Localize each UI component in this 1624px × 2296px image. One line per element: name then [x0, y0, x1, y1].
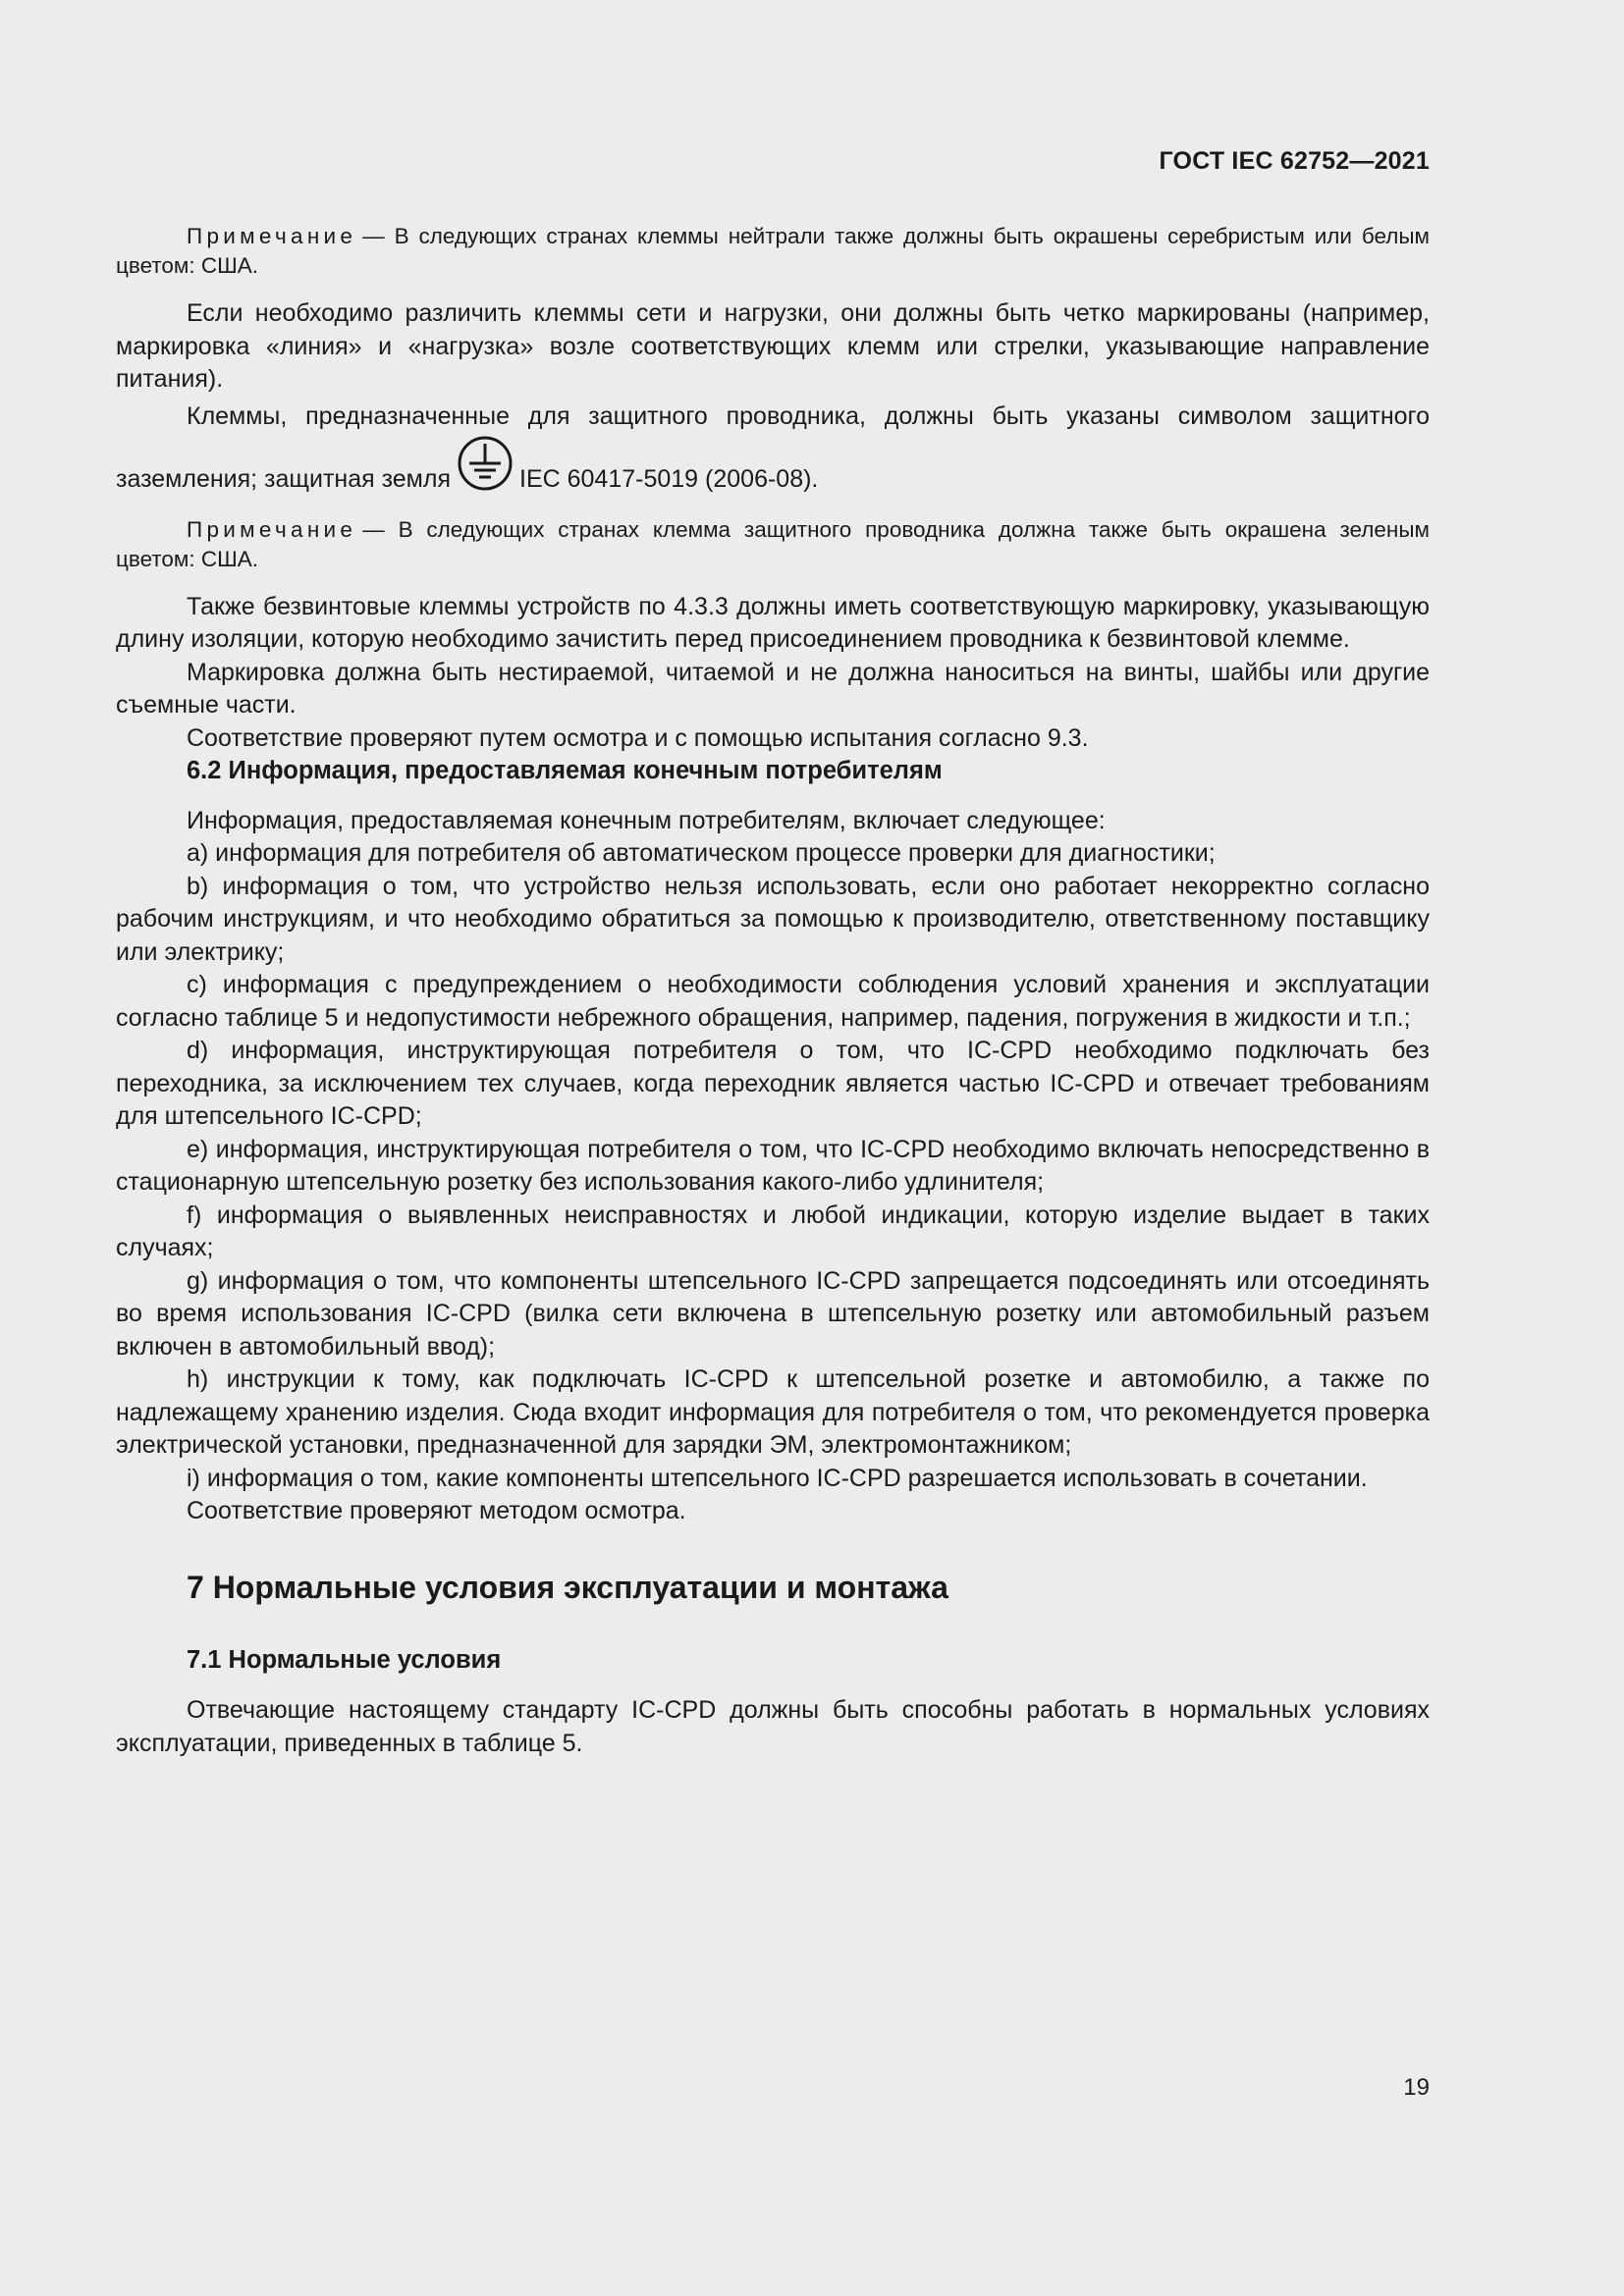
note-text: — В следующих странах клемма защитного проводника должна также быть окрашена зеленым цветом: США. — [116, 516, 1430, 571]
list-item: c) информация с предупреждением о необходимости соблюдения условий хранения и эксплуатации согласно таблице 5 и недопустимости небрежного обращения, например, падения, погружения в жидкости и т.п.; — [116, 971, 1430, 1032]
note-label: Примечание — [187, 516, 357, 542]
list-item: f) информация о выявленных неисправностях и любой индикации, которую изделие выдает в таких случаях; — [116, 1201, 1430, 1261]
list-item: g) информация о том, что компоненты штепсельного IC-CPD запрещается подсоединять или отсоединять во время использования IC-CPD (вилка сети включена в штепсельную розетку или автомобильный разъем включен в автомобильный ввод); — [116, 1266, 1430, 1361]
list-item: e) информация, инструктирующая потребителя о том, что IC-CPD необходимо включать непосредственно в стационарную штепсельную розетку без использования какого-либо удлинителя; — [116, 1135, 1430, 1196]
section-6-2-body — [116, 805, 1430, 1528]
section-6-2-closing: Соответствие проверяют методом осмотра. — [187, 1497, 686, 1524]
paragraph-protective-conductor — [116, 397, 1430, 499]
section-6-2-heading: 6.2 Информация, предоставляемая конечным потребителям — [187, 757, 943, 784]
paragraph-line-load-marking: Если необходимо различить клеммы сети и нагрузки, они должны быть четко маркированы (например, маркировка «линия» и «нагрузка» возле соответствующих клемм или стрелки, указывающие направление питания). — [116, 299, 1430, 393]
note-label: Примечание — [187, 224, 357, 248]
note-protective-terminal-color — [116, 515, 1430, 574]
paragraph-marking-durability: Маркировка должна быть нестираемой, читаемой и не должна наноситься на винты, шайбы или другие съемные части. — [116, 658, 1430, 719]
section-6-2-intro: Информация, предоставляемая конечным потребителям, включает следующее: — [187, 806, 1106, 834]
section-7-heading: 7 Нормальные условия эксплуатации и монтажа — [187, 1569, 948, 1605]
section-7-1-text: Отвечающие настоящему стандарту IC-CPD должны быть способны работать в нормальных условиях эксплуатации, приведенных в таблице 5. — [116, 1696, 1430, 1757]
paragraph-text-after-symbol: IEC 60417-5019 (2006-08). — [519, 464, 819, 493]
note-neutral-terminals — [116, 222, 1430, 281]
list-item: i) информация о том, какие компоненты штепсельного IC-CPD разрешается использовать в сочетании. — [187, 1464, 1368, 1492]
page-number: 19 — [1403, 2074, 1430, 2101]
section-7-1-heading: 7.1 Нормальные условия — [187, 1645, 502, 1674]
paragraph-screwless-terminals: Также безвинтовые клеммы устройств по 4.3.3 должны иметь соответствующую маркировку, указывающую длину изоляции, которую необходимо зачистить перед присоединением проводника к безвинтовой клемме. — [116, 592, 1430, 653]
note-text: — В следующих странах клеммы нейтрали также должны быть окрашены серебристым или белым цветом: США. — [116, 224, 1430, 278]
paragraph-compliance-9-3: Соответствие проверяют путем осмотра и с помощью испытания согласно 9.3. — [187, 723, 1089, 752]
list-item: h) инструкции к тому, как подключать IC-CPD к штепсельной розетке и автомобилю, а также по надлежащему хранению изделия. Сюда входит информация для потребителя о том, что рекомендуется проверка электрической установки, предназначенной для зарядки ЭМ, электромонтажником; — [116, 1365, 1430, 1459]
document-body — [116, 222, 1430, 1760]
list-item: b) информация о том, что устройство нельзя использовать, если оно работает некорректно согласно рабочим инструкциям, и что необходимо обратиться за помощью к производителю, ответственному поставщику или электрику; — [116, 872, 1430, 966]
list-item: a) информация для потребителя об автоматическом процессе проверки для диагностики; — [187, 839, 1216, 867]
protective-earth-icon — [455, 436, 515, 493]
document-header: ГОСТ IEC 62752—2021 — [1159, 147, 1430, 175]
list-item: d) информация, инструктирующая потребителя о том, что IC-CPD необходимо подключать без переходника, за исключением тех случаев, когда переходник является частью IC-CPD и отвечает требованиям для штепсельного IC-CPD; — [116, 1037, 1430, 1130]
paragraph-text-before-symbol: Клеммы, предназначенные для защитного проводника, должны быть указаны символом защитного заземления; защитная земля — [116, 401, 1430, 493]
